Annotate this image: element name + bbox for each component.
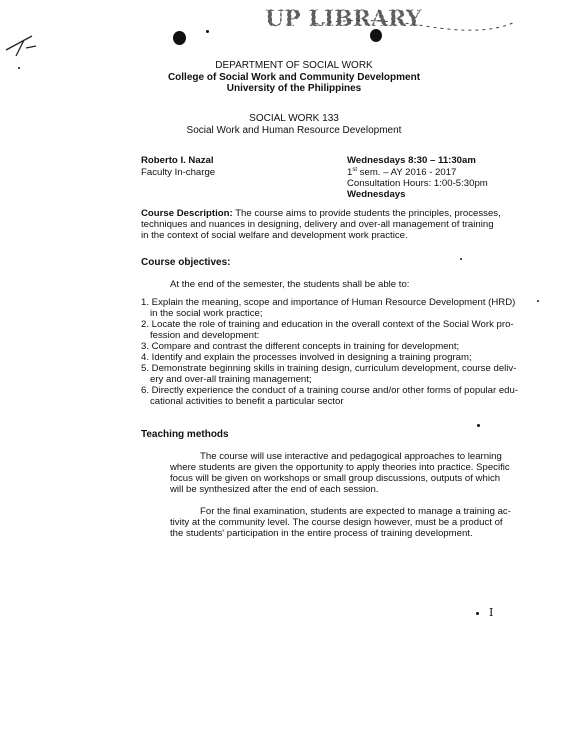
teaching-para-line: the students' participation in the entire process of training development. bbox=[170, 528, 473, 539]
course-title: Social Work and Human Resource Development bbox=[186, 125, 402, 136]
objective-item-cont: fession and development: bbox=[150, 330, 260, 341]
library-stamp bbox=[255, 2, 547, 36]
objective-item-cont: cational activities to benefit a particular sector bbox=[150, 396, 344, 407]
objective-item: 3. Compare and contrast the different concepts in training for development; bbox=[141, 341, 460, 352]
consultation-hours: Consultation Hours: 1:00-5:30pm bbox=[347, 178, 488, 189]
faculty-role: Faculty In-charge bbox=[141, 167, 216, 178]
speck bbox=[537, 300, 539, 302]
teaching-para-line: where students are given the opportunity to apply theories into practice. Specific bbox=[170, 462, 510, 473]
teaching-para-line: will be synthesized after the end of each session. bbox=[170, 484, 379, 495]
teaching-para-line: focus will be given on workshops or small group discussions, outputs of which bbox=[170, 473, 501, 484]
objective-item-cont: ery and over-all training management; bbox=[150, 374, 312, 385]
semester-line: 1st sem. – AY 2016 - 2017 bbox=[347, 167, 457, 178]
teaching-para-line: For the final examination, students are expected to manage a training ac- bbox=[200, 506, 511, 517]
speck bbox=[476, 612, 479, 615]
svg-text:UP LIBRARY: UP LIBRARY bbox=[265, 6, 422, 32]
speck bbox=[206, 30, 209, 33]
description-line: in the context of social welfare and development work practice. bbox=[141, 230, 408, 241]
objective-item: 5. Demonstrate beginning skills in training design, curriculum development, course deliv- bbox=[141, 363, 517, 374]
description-label: Course Description: bbox=[141, 208, 233, 219]
pen-scribble-mark bbox=[2, 28, 42, 64]
teaching-para-line: The course will use interactive and pedagogical approaches to learning bbox=[200, 451, 502, 462]
course-description: Course Description: The course aims to provide students the principles, processes, bbox=[141, 208, 501, 219]
objectives-intro: At the end of the semester, the students shall be able to: bbox=[170, 279, 410, 290]
class-schedule: Wednesdays 8:30 – 11:30am bbox=[347, 155, 476, 166]
speck bbox=[477, 424, 480, 427]
consultation-day: Wednesdays bbox=[347, 189, 406, 200]
university-name: University of the Philippines bbox=[226, 83, 362, 94]
objective-item: 6. Directly experience the conduct of a training course and/or other forms of popular edu- bbox=[141, 385, 519, 396]
teaching-heading: Teaching methods bbox=[141, 429, 229, 440]
objective-item: 4. Identify and explain the processes involved in designing a training program; bbox=[141, 352, 472, 363]
department-title: DEPARTMENT OF SOCIAL WORK bbox=[215, 60, 373, 71]
faculty-name: Roberto I. Nazal bbox=[141, 155, 214, 166]
course-code: SOCIAL WORK 133 bbox=[249, 113, 339, 124]
punch-hole-left bbox=[173, 31, 186, 45]
college-name: College of Social Work and Community Development bbox=[167, 72, 421, 83]
objective-item: 2. Locate the role of training and education in the overall context of the Social Work pro- bbox=[141, 319, 514, 330]
description-line: techniques and nuances in designing, delivery and over-all management of training bbox=[141, 219, 494, 230]
objective-item-cont: in the social work practice; bbox=[150, 308, 263, 319]
objectives-heading: Course objectives: bbox=[141, 257, 231, 268]
teaching-para-line: tivity at the community level. The course design however, must be a product of bbox=[170, 517, 503, 528]
speck bbox=[460, 258, 462, 260]
objective-item: 1. Explain the meaning, scope and importance of Human Resource Development (HRD) bbox=[141, 297, 516, 308]
margin-mark: I bbox=[489, 606, 494, 619]
